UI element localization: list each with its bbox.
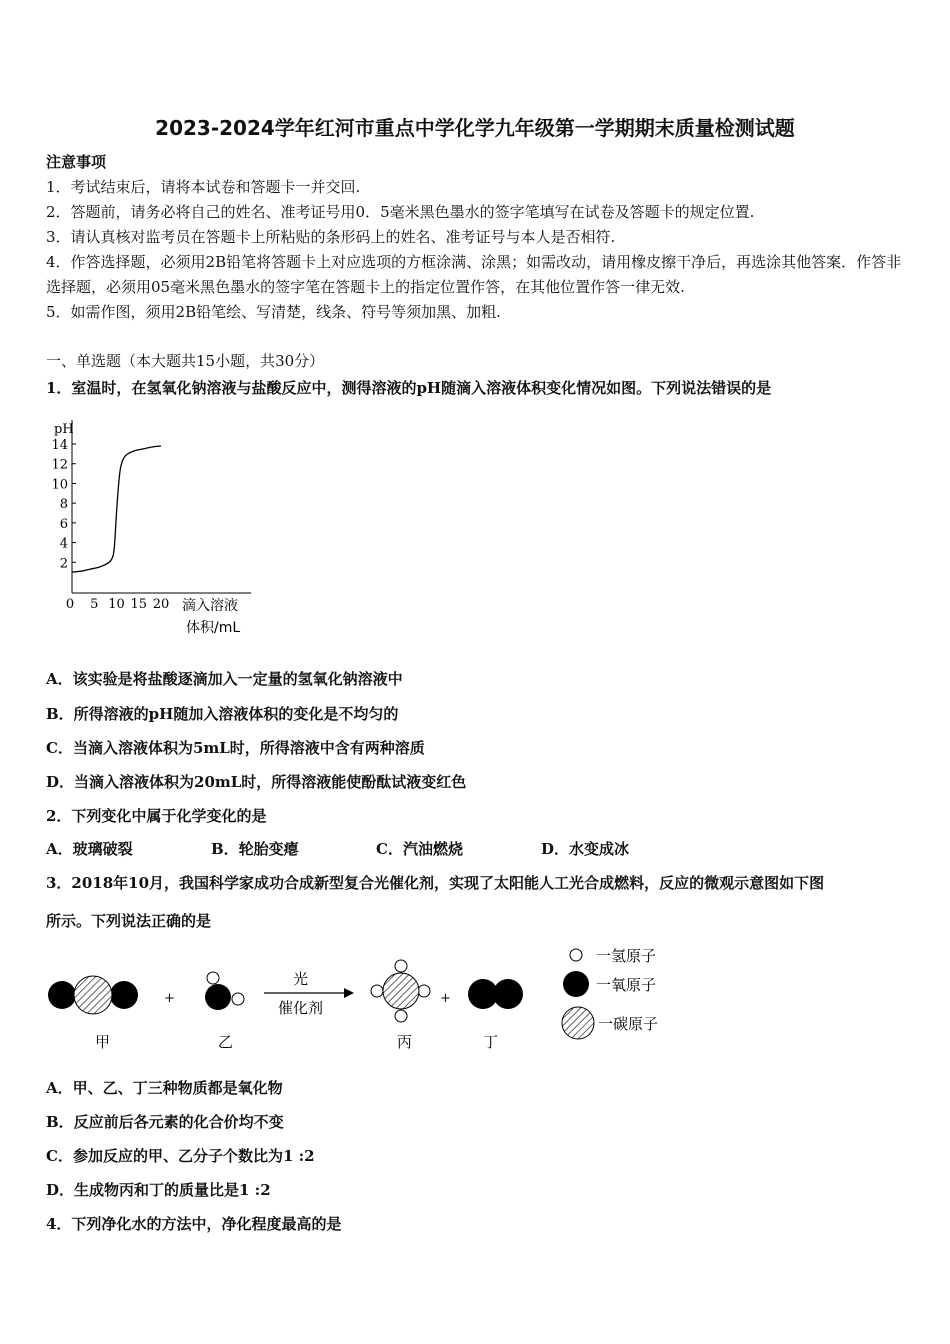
notes-item: 1．考试结束后，请将本试卷和答题卡一并交回. [46, 178, 361, 196]
y-tick-label: 4 [59, 536, 68, 552]
q3-option-b[interactable]: B．反应前后各元素的化合价均不变 [46, 1113, 284, 1131]
ph-curve-line [72, 446, 161, 572]
reaction-diagram [40, 940, 720, 1060]
y-tick-label: 14 [51, 438, 68, 453]
hydrogen-atom [207, 972, 219, 984]
y-axis-label: pH [54, 422, 74, 437]
legend-oxygen-label: 一氧原子 [596, 976, 657, 994]
arrow-head-icon [344, 988, 354, 998]
molecule-bing-ch4 [371, 960, 430, 1022]
q2-option-c[interactable]: C．汽油燃烧 [376, 840, 463, 858]
arrow-condition-light: 光 [293, 970, 309, 988]
page-title: 2023-2024学年红河市重点中学化学九年级第一学期期末质量检测试题 [155, 116, 795, 140]
q4-stem: 4．下列净化水的方法中，净化程度最高的是 [46, 1215, 342, 1233]
arrow-condition-catalyst: 催化剂 [278, 999, 324, 1017]
x-axis-label-line2: 体积/mL [186, 620, 241, 636]
notes-block [46, 150, 916, 325]
x-tick-label: 5 [90, 597, 99, 612]
y-tick-label: 10 [51, 477, 68, 493]
label-bing: 丙 [397, 1033, 413, 1051]
q1-option-d[interactable]: D．当滴入溶液体积为20mL时，所得溶液能使酚酞试液变红色 [46, 773, 467, 791]
q3-stem-line1: 3．2018年10月，我国科学家成功合成新型复合光催化剂，实现了太阳能人工光合成燃料，反应的微观示意图如下图 [46, 874, 825, 892]
notes-item: 4．作答选择题，必须用2B铅笔将答题卡上对应选项的方框涂满、涂黑；如需改动，请用橡皮擦干净后，再选涂其他答案．作答非选择题，必须用05毫米黑色墨水的签字笔在答题卡上的指定位置作答，在其他位置作答一律无效. [46, 253, 902, 296]
y-tick-label: 8 [59, 497, 68, 513]
q2-option-a[interactable]: A．玻璃破裂 [46, 840, 133, 858]
q1-option-c[interactable]: C．当滴入溶液体积为5mL时，所得溶液中含有两种溶质 [46, 739, 425, 757]
legend-carbon-label: 一碳原子 [598, 1015, 659, 1033]
q1-stem: 1．室温时，在氢氧化钠溶液与盐酸反应中，测得溶液的pH随滴入溶液体积变化情况如图。下列说法错误的是 [46, 379, 772, 397]
q3-option-c[interactable]: C．参加反应的甲、乙分子个数比为1 :2 [46, 1147, 315, 1165]
legend-hydrogen-label: 一氢原子 [596, 947, 657, 965]
q3-option-a[interactable]: A．甲、乙、丁三种物质都是氧化物 [46, 1079, 283, 1097]
q3-stem-line2: 所示。下列说法正确的是 [46, 912, 212, 930]
x-tick-label: 10 [108, 597, 125, 612]
molecule-ding-o2 [468, 979, 523, 1009]
notes-item: 2．答题前，请务必将自己的姓名、准考证号用0．5毫米黑色墨水的签字笔填写在试卷及答题卡的规定位置. [46, 203, 755, 221]
oxygen-atom [205, 984, 231, 1010]
notes-heading: 注意事项 [46, 153, 107, 171]
molecule-yi-h2o [205, 972, 244, 1010]
hydrogen-atom [395, 960, 407, 972]
q2-stem: 2．下列变化中属于化学变化的是 [46, 807, 267, 825]
hydrogen-atom [371, 985, 383, 997]
oxygen-atom [110, 981, 138, 1009]
x-tick-label: 0 [65, 597, 75, 612]
label-ding: 丁 [483, 1033, 499, 1051]
y-tick-label: 2 [59, 556, 68, 572]
x-axis-label-line1: 滴入溶液 [182, 598, 238, 614]
oxygen-atom [48, 981, 76, 1009]
label-jia: 甲 [95, 1033, 111, 1051]
x-tick-labels [66, 597, 169, 612]
legend-hydrogen-swatch [570, 949, 582, 961]
q2-option-b[interactable]: B．轮胎变瘪 [211, 840, 299, 858]
carbon-atom [74, 976, 112, 1014]
plus-sign: + [164, 991, 175, 1006]
notes-item: 3．请认真核对监考员在答题卡上所粘贴的条形码上的姓名、准考证号与本人是否相符. [46, 228, 616, 246]
q2-option-d[interactable]: D．水变成冰 [541, 840, 630, 858]
q3-option-d[interactable]: D．生成物丙和丁的质量比是1 :2 [46, 1181, 271, 1199]
q1-option-a[interactable]: A．该实验是将盐酸逐滴加入一定量的氢氧化钠溶液中 [46, 670, 403, 688]
hydrogen-atom [418, 985, 430, 997]
label-yi: 乙 [218, 1033, 234, 1051]
hydrogen-atom [232, 993, 244, 1005]
x-tick-label: 15 [130, 597, 148, 612]
legend-oxygen-swatch [563, 971, 589, 997]
x-tick-label: 20 [152, 597, 170, 612]
y-tick-label: 6 [59, 516, 68, 532]
q1-option-b[interactable]: B．所得溶液的pH随加入溶液体积的变化是不均匀的 [46, 705, 399, 723]
section-heading: 一、单选题（本大题共15小题，共30分） [46, 352, 325, 370]
oxygen-atom [493, 979, 523, 1009]
ph-chart [46, 410, 266, 642]
y-tick-label: 12 [51, 457, 68, 473]
hydrogen-atom [395, 1010, 407, 1022]
legend [562, 947, 658, 1039]
notes-item: 5．如需作图，须用2B铅笔绘、写清楚，线条、符号等须加黑、加粗. [46, 303, 501, 321]
plus-sign: + [440, 991, 451, 1006]
molecule-jia-co2 [48, 976, 138, 1014]
carbon-atom [383, 973, 419, 1009]
legend-carbon-swatch [562, 1007, 594, 1039]
